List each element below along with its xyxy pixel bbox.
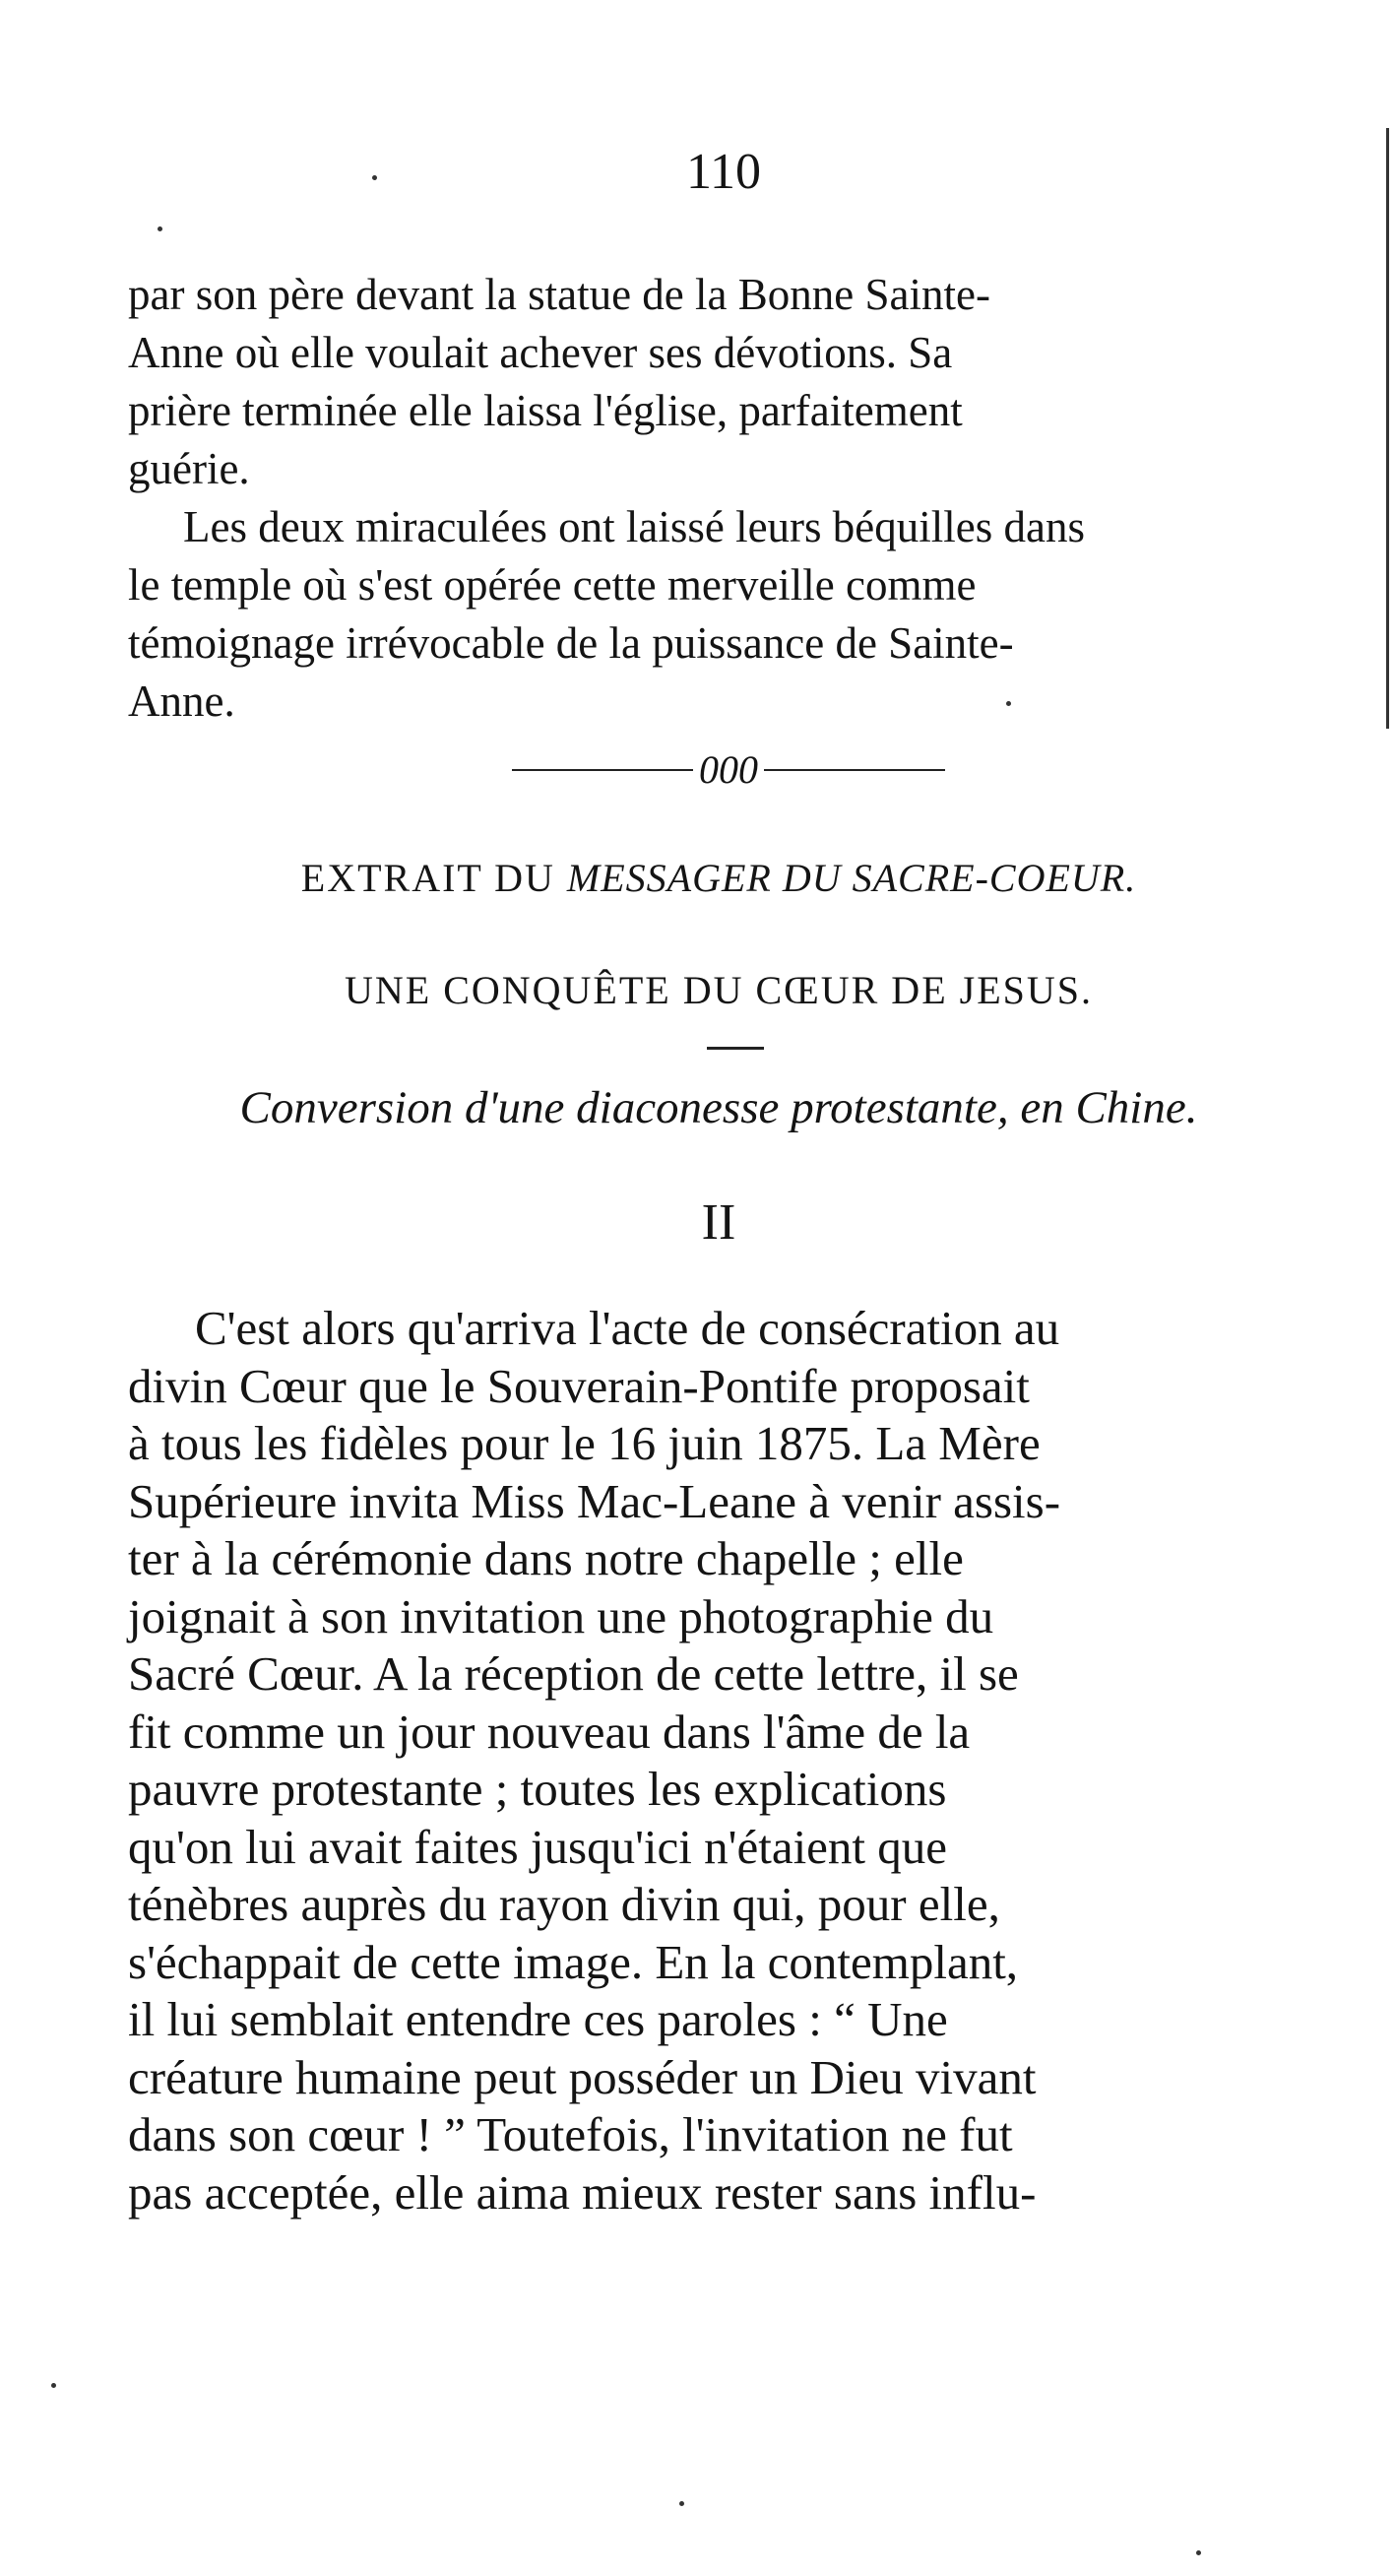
heading-dash: [707, 1047, 764, 1050]
paragraph-consecration: [128, 1300, 1341, 2222]
section-number: II: [701, 1194, 736, 1251]
text-line: à tous les fidèles pour le 16 juin 1875. La Mère: [128, 1416, 1041, 1470]
extract-source-line: [79, 855, 1359, 901]
text-line: s'échappait de cette image. En la contemplant,: [128, 1934, 1019, 1989]
text-line: fit comme un jour nouveau dans l'âme de la: [128, 1704, 971, 1759]
page-number: 110: [685, 144, 762, 200]
ink-speck: [372, 175, 377, 180]
ink-speck: [679, 2501, 684, 2506]
ink-speck: [1196, 2550, 1201, 2555]
paragraph-miracle-conclusion: [128, 266, 1341, 731]
separator-mark: 000: [699, 747, 758, 792]
article-heading: UNE CONQUÊTE DU CŒUR DE JESUS.: [344, 968, 1094, 1012]
text-line: créature humaine peut posséder un Dieu vivant: [128, 2049, 1037, 2104]
text-line: le temple où s'est opérée cette merveille comme: [128, 560, 977, 610]
text-line: témoignage irrévocable de la puissance de Sainte-: [128, 618, 1014, 668]
text-line: guérie.: [128, 444, 250, 493]
separator-rule-left: [512, 769, 693, 771]
text-line: Les deux miraculées ont laissé leurs béquilles dans: [183, 502, 1085, 551]
text-line: C'est alors qu'arriva l'acte de consécration au: [195, 1301, 1060, 1355]
ink-speck: [158, 226, 162, 231]
text-line: prière terminée elle laissa l'église, parfaitement: [128, 386, 963, 435]
text-line: Supérieure invita Miss Mac-Leane à venir assis-: [128, 1473, 1061, 1528]
text-line: il lui semblait entendre ces paroles : “ Une: [128, 1992, 948, 2046]
text-line: Sacré Cœur. A la réception de cette lettre, il se: [128, 1646, 1019, 1701]
page-edge-line: [1386, 128, 1389, 729]
text-line: joignait à son invitation une photographie du: [128, 1588, 994, 1643]
article-subtitle: Conversion d'une diaconesse protestante, en Chine.: [239, 1082, 1198, 1133]
extract-prefix: EXTRAIT DU: [300, 856, 567, 900]
text-line: ter à la cérémonie dans notre chapelle ; elle: [128, 1531, 964, 1585]
separator-rule-right: [764, 769, 945, 771]
text-line: pas acceptée, elle aima mieux rester sans influ-: [128, 2164, 1037, 2220]
extract-source: MESSAGER DU SACRE-COEUR.: [566, 856, 1137, 900]
text-line: ténèbres auprès du rayon divin qui, pour elle,: [128, 1877, 1000, 1931]
ink-speck: [1006, 701, 1011, 706]
text-line: Anne où elle voulait achever ses dévotions. Sa: [128, 328, 953, 377]
text-line: divin Cœur que le Souverain-Pontife proposait: [128, 1358, 1030, 1413]
ink-speck: [51, 2383, 56, 2388]
text-line: dans son cœur ! ” Toutefois, l'invitation ne fut: [128, 2107, 1013, 2161]
text-line: par son père devant la statue de la Bonne Sainte-: [128, 270, 990, 319]
text-line: qu'on lui avait faites jusqu'ici n'étaient que: [128, 1819, 948, 1874]
text-line: pauvre protestante ; toutes les explications: [128, 1762, 947, 1816]
section-separator: [512, 746, 945, 793]
text-line: Anne.: [128, 676, 235, 726]
